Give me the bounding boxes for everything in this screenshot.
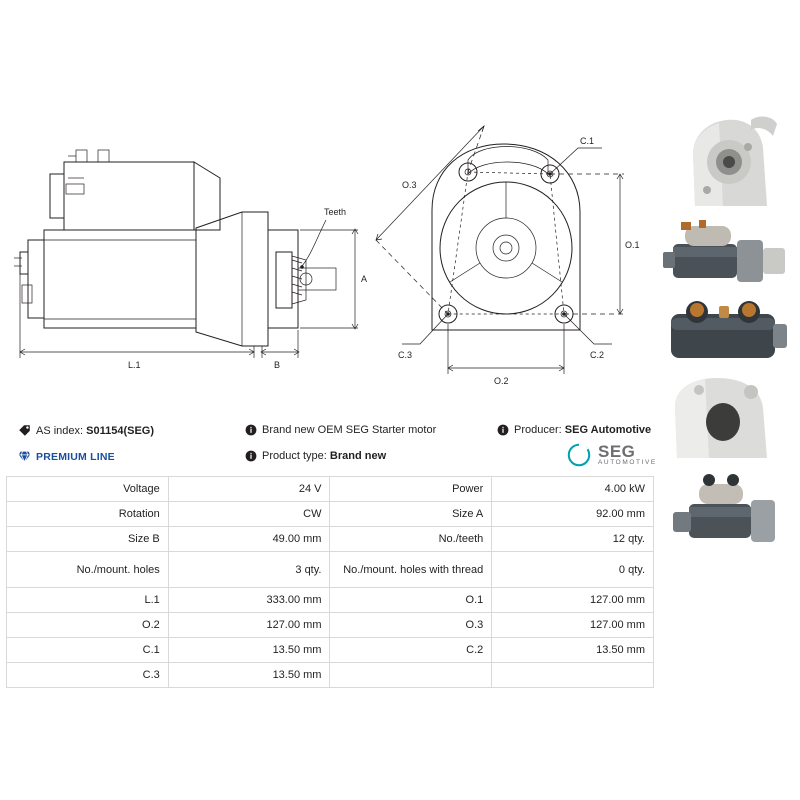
spec-value: 0 qty. [492, 552, 654, 588]
label-c3: C.3 [398, 350, 413, 360]
label-c1: C.1 [580, 136, 595, 146]
spec-value: 49.00 mm [168, 527, 330, 552]
spec-value-empty [492, 663, 654, 688]
spec-key: No./mount. holes with thread [330, 552, 492, 588]
product-info-strip [0, 418, 800, 476]
spec-value: CW [168, 502, 330, 527]
spec-value: 13.50 mm [492, 638, 654, 663]
starter-side-view[interactable] [655, 214, 795, 292]
spec-key: Rotation [7, 502, 169, 527]
spec-key: No./teeth [330, 527, 492, 552]
table-row [7, 502, 654, 527]
spec-value: 13.50 mm [168, 663, 330, 688]
spec-value: 24 V [168, 477, 330, 502]
diamond-icon [18, 450, 31, 463]
spec-key-empty [330, 663, 492, 688]
seg-logo-main: SEG [598, 442, 636, 462]
circle-logo-icon [566, 442, 592, 468]
spec-value: 92.00 mm [492, 502, 654, 527]
solenoid-terminals-view[interactable] [655, 294, 795, 368]
spec-value: 127.00 mm [168, 613, 330, 638]
table-row [7, 588, 654, 613]
premium-line-row [18, 450, 115, 463]
producer-value: SEG Automotive [564, 424, 652, 436]
label-o3: O.3 [402, 180, 417, 190]
spec-key: Size B [7, 527, 169, 552]
spec-key: O.2 [7, 613, 169, 638]
table-row [7, 477, 654, 502]
spec-key: O.3 [330, 613, 492, 638]
spec-key: Power [330, 477, 492, 502]
spec-value: 13.50 mm [168, 638, 330, 663]
seg-logo-sub: AUTOMOTIVE [598, 459, 657, 467]
spec-key: C.1 [7, 638, 169, 663]
label-b: B [274, 360, 281, 370]
starter-front-view[interactable] [655, 110, 795, 212]
info-icon [245, 424, 257, 436]
brand-new-row [245, 424, 436, 436]
product-thumbnails [655, 110, 795, 556]
spec-key: C.3 [7, 663, 169, 688]
table-row [7, 552, 654, 588]
spec-key: Size A [330, 502, 492, 527]
product-type-row [245, 450, 386, 462]
producer-row [497, 424, 651, 436]
spec-key: O.1 [330, 588, 492, 613]
specifications-table [6, 476, 654, 688]
spec-value: 127.00 mm [492, 588, 654, 613]
spec-value: 333.00 mm [168, 588, 330, 613]
label-teeth: Teeth [324, 207, 347, 217]
label-c2: C.2 [590, 350, 605, 360]
spec-value: 3 qty. [168, 552, 330, 588]
spec-value: 12 qty. [492, 527, 654, 552]
label-o1: O.1 [625, 240, 640, 250]
as-index-row [18, 424, 154, 437]
table-row [7, 527, 654, 552]
spec-key: L.1 [7, 588, 169, 613]
spec-key: Voltage [7, 477, 169, 502]
seg-automotive-logo [566, 442, 657, 468]
spec-key: No./mount. holes [7, 552, 169, 588]
tag-icon [18, 424, 31, 437]
info-icon [497, 424, 509, 436]
product-type-label: Product type: [262, 450, 327, 462]
starter-angled-view[interactable] [655, 468, 795, 554]
spec-value: 4.00 kW [492, 477, 654, 502]
spec-value: 127.00 mm [492, 613, 654, 638]
premium-line-label: PREMIUM LINE [36, 450, 115, 463]
table-row [7, 638, 654, 663]
label-o2: O.2 [494, 376, 509, 386]
as-index-label: AS index: [36, 424, 84, 437]
info-icon [245, 450, 257, 462]
label-l1: L.1 [128, 360, 141, 370]
spec-key: C.2 [330, 638, 492, 663]
table-row [7, 663, 654, 688]
table-row [7, 613, 654, 638]
product-type-value: Brand new [329, 450, 387, 462]
flange-view-drawing [372, 100, 652, 400]
side-view-drawing [6, 100, 376, 390]
label-a: A [361, 274, 368, 284]
as-index-value: S01154(SEG) [86, 424, 155, 437]
producer-label: Producer: [514, 424, 562, 436]
brand-new-text: Brand new OEM SEG Starter motor [262, 424, 437, 436]
